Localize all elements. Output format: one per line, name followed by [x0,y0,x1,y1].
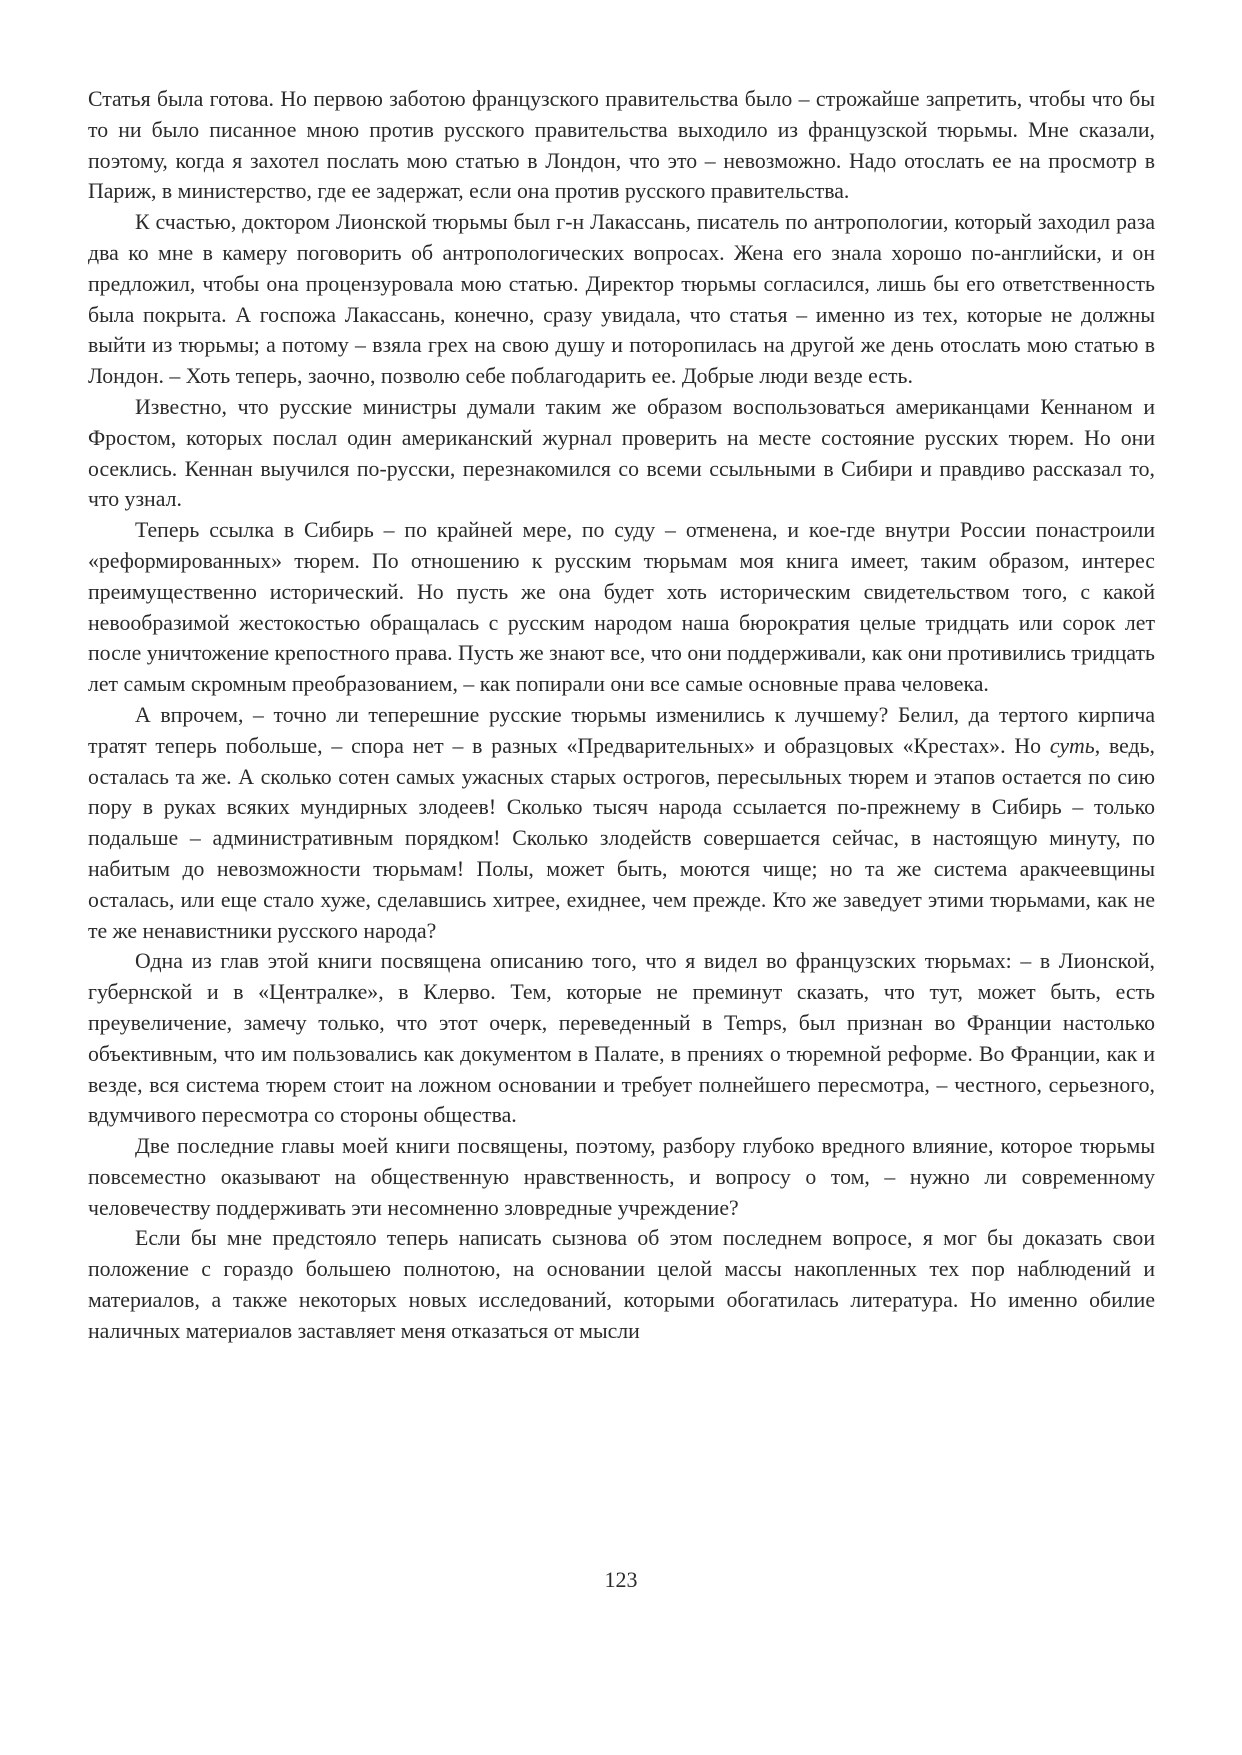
page-number: 123 [604,1567,638,1592]
paragraph-1: Статья была готова. Но первою заботою французского правительства было – строжайше запретить, чтобы что бы то ни было писанное мною против русского правительства выходило из французской тюрьмы. Мне сказали, поэтому, когда я захотел послать мою статью в Лондон, что это – невозможно. Надо отослать ее на просмотр в Париж, в министерство, где ее задержат, если она против русского правительства. [88,87,1155,204]
paragraph-2: К счастью, доктором Лионской тюрьмы был г-н Лакассань, писатель по антропологии, который заходил раза два ко мне в камеру поговорить об антропологических вопросах. Жена его знала хорошо по-английски, и он предложил, чтобы она процензуровала мою статью. Директор тюрьмы согласился, лишь бы его ответственность была покрыта. А госпожа Лакассань, конечно, сразу увидала, что статья – именно из тех, которые не должны выйти из тюрьмы; а потому – взяла грех на свою душу и поторопилась на другой же день отослать мою статью в Лондон. – Хоть теперь, заочно, позволю себе поблагодарить ее. Добрые люди везде есть. [88,210,1155,389]
paragraph-5-before: А впрочем, – точно ли теперешние русские тюрьмы изменились к лучшему? Белил, да тертого кирпича тратят теперь побольше, – спора нет – в разных «Предварительных» и образцовых «Крестах». Но [88,702,1155,758]
page-body [88,84,1155,1347]
paragraph-5 [88,700,1155,946]
paragraph-7: Две последние главы моей книги посвящены, поэтому, разбору глубоко вредного влияние, которое тюрьмы повсеместно оказывают на общественную нравственность, и вопросу о том, – нужно ли современному человечеству поддерживать эти несомненно зловредные учреждение? [88,1134,1155,1220]
paragraph-8: Если бы мне предстояло теперь написать сызнова об этом последнем вопросе, я мог бы доказать свои положение с гораздо большею полнотою, на основании целой массы накопленных тех пор наблюдений и материалов, а также некоторых новых исследований, которыми обогатилась литература. Но именно обилие наличных материалов заставляет меня отказаться от мысли [88,1226,1155,1343]
paragraph-5-emphasis: суть [1049,733,1095,758]
paragraph-5-after: , ведь, осталась та же. А сколько сотен самых ужасных старых острогов, пересыльных тюрем и этапов остается по сию пору в руках всяких мундирных злодеев! Сколько тысяч народа ссылается по-прежнему в Сибирь – только подальше – административным порядком! Сколько злодейств совершается сейчас, в настоящую минуту, по набитым до невозможности тюрьмам! Полы, может быть, моются чище; но та же система аракчеевщины осталась, или еще стало хуже, сделавшись хитрее, ехиднее, чем прежде. Кто же заведует этими тюрьмами, как не те же ненавистники русского народа? [88,733,1155,943]
paragraph-6: Одна из глав этой книги посвящена описанию того, что я видел во французских тюрьмах: – в Лионской, губернской и в «Централке», в Клерво. Тем, которые не преминут сказать, что тут, может быть, есть преувеличение, замечу только, что этот очерк, переведенный в Temps, был признан во Франции настолько объективным, что им пользовались как документом в Палате, в прениях о тюремной реформе. Во Франции, как и везде, вся система тюрем стоит на ложном основании и требует полнейшего пересмотра, – честного, серьезного, вдумчивого пересмотра со стороны общества. [88,949,1155,1128]
paragraph-4: Теперь ссылка в Сибирь – по крайней мере, по суду – отменена, и кое-где внутри России понастроили «реформированных» тюрем. По отношению к русским тюрьмам моя книга имеет, таким образом, интерес преимущественно исторический. Но пусть же она будет хоть историческим свидетельством того, с какой невообразимой жестокостью обращалась с русским народом наша бюрократия целые тридцать или сорок лет после уничтожение крепостного права. Пусть же знают все, что они поддерживали, как они противились тридцать лет самым скромным преобразованием, – как попирали они все самые основные права человека. [88,518,1155,697]
paragraph-3: Известно, что русские министры думали таким же образом воспользоваться американцами Кеннаном и Фростом, которых послал один американский журнал проверить на месте состояние русских тюрем. Но они осеклись. Кеннан выучился по-русски, перезнакомился со всеми ссыльными в Сибири и правдиво рассказал то, что узнал. [88,394,1155,512]
